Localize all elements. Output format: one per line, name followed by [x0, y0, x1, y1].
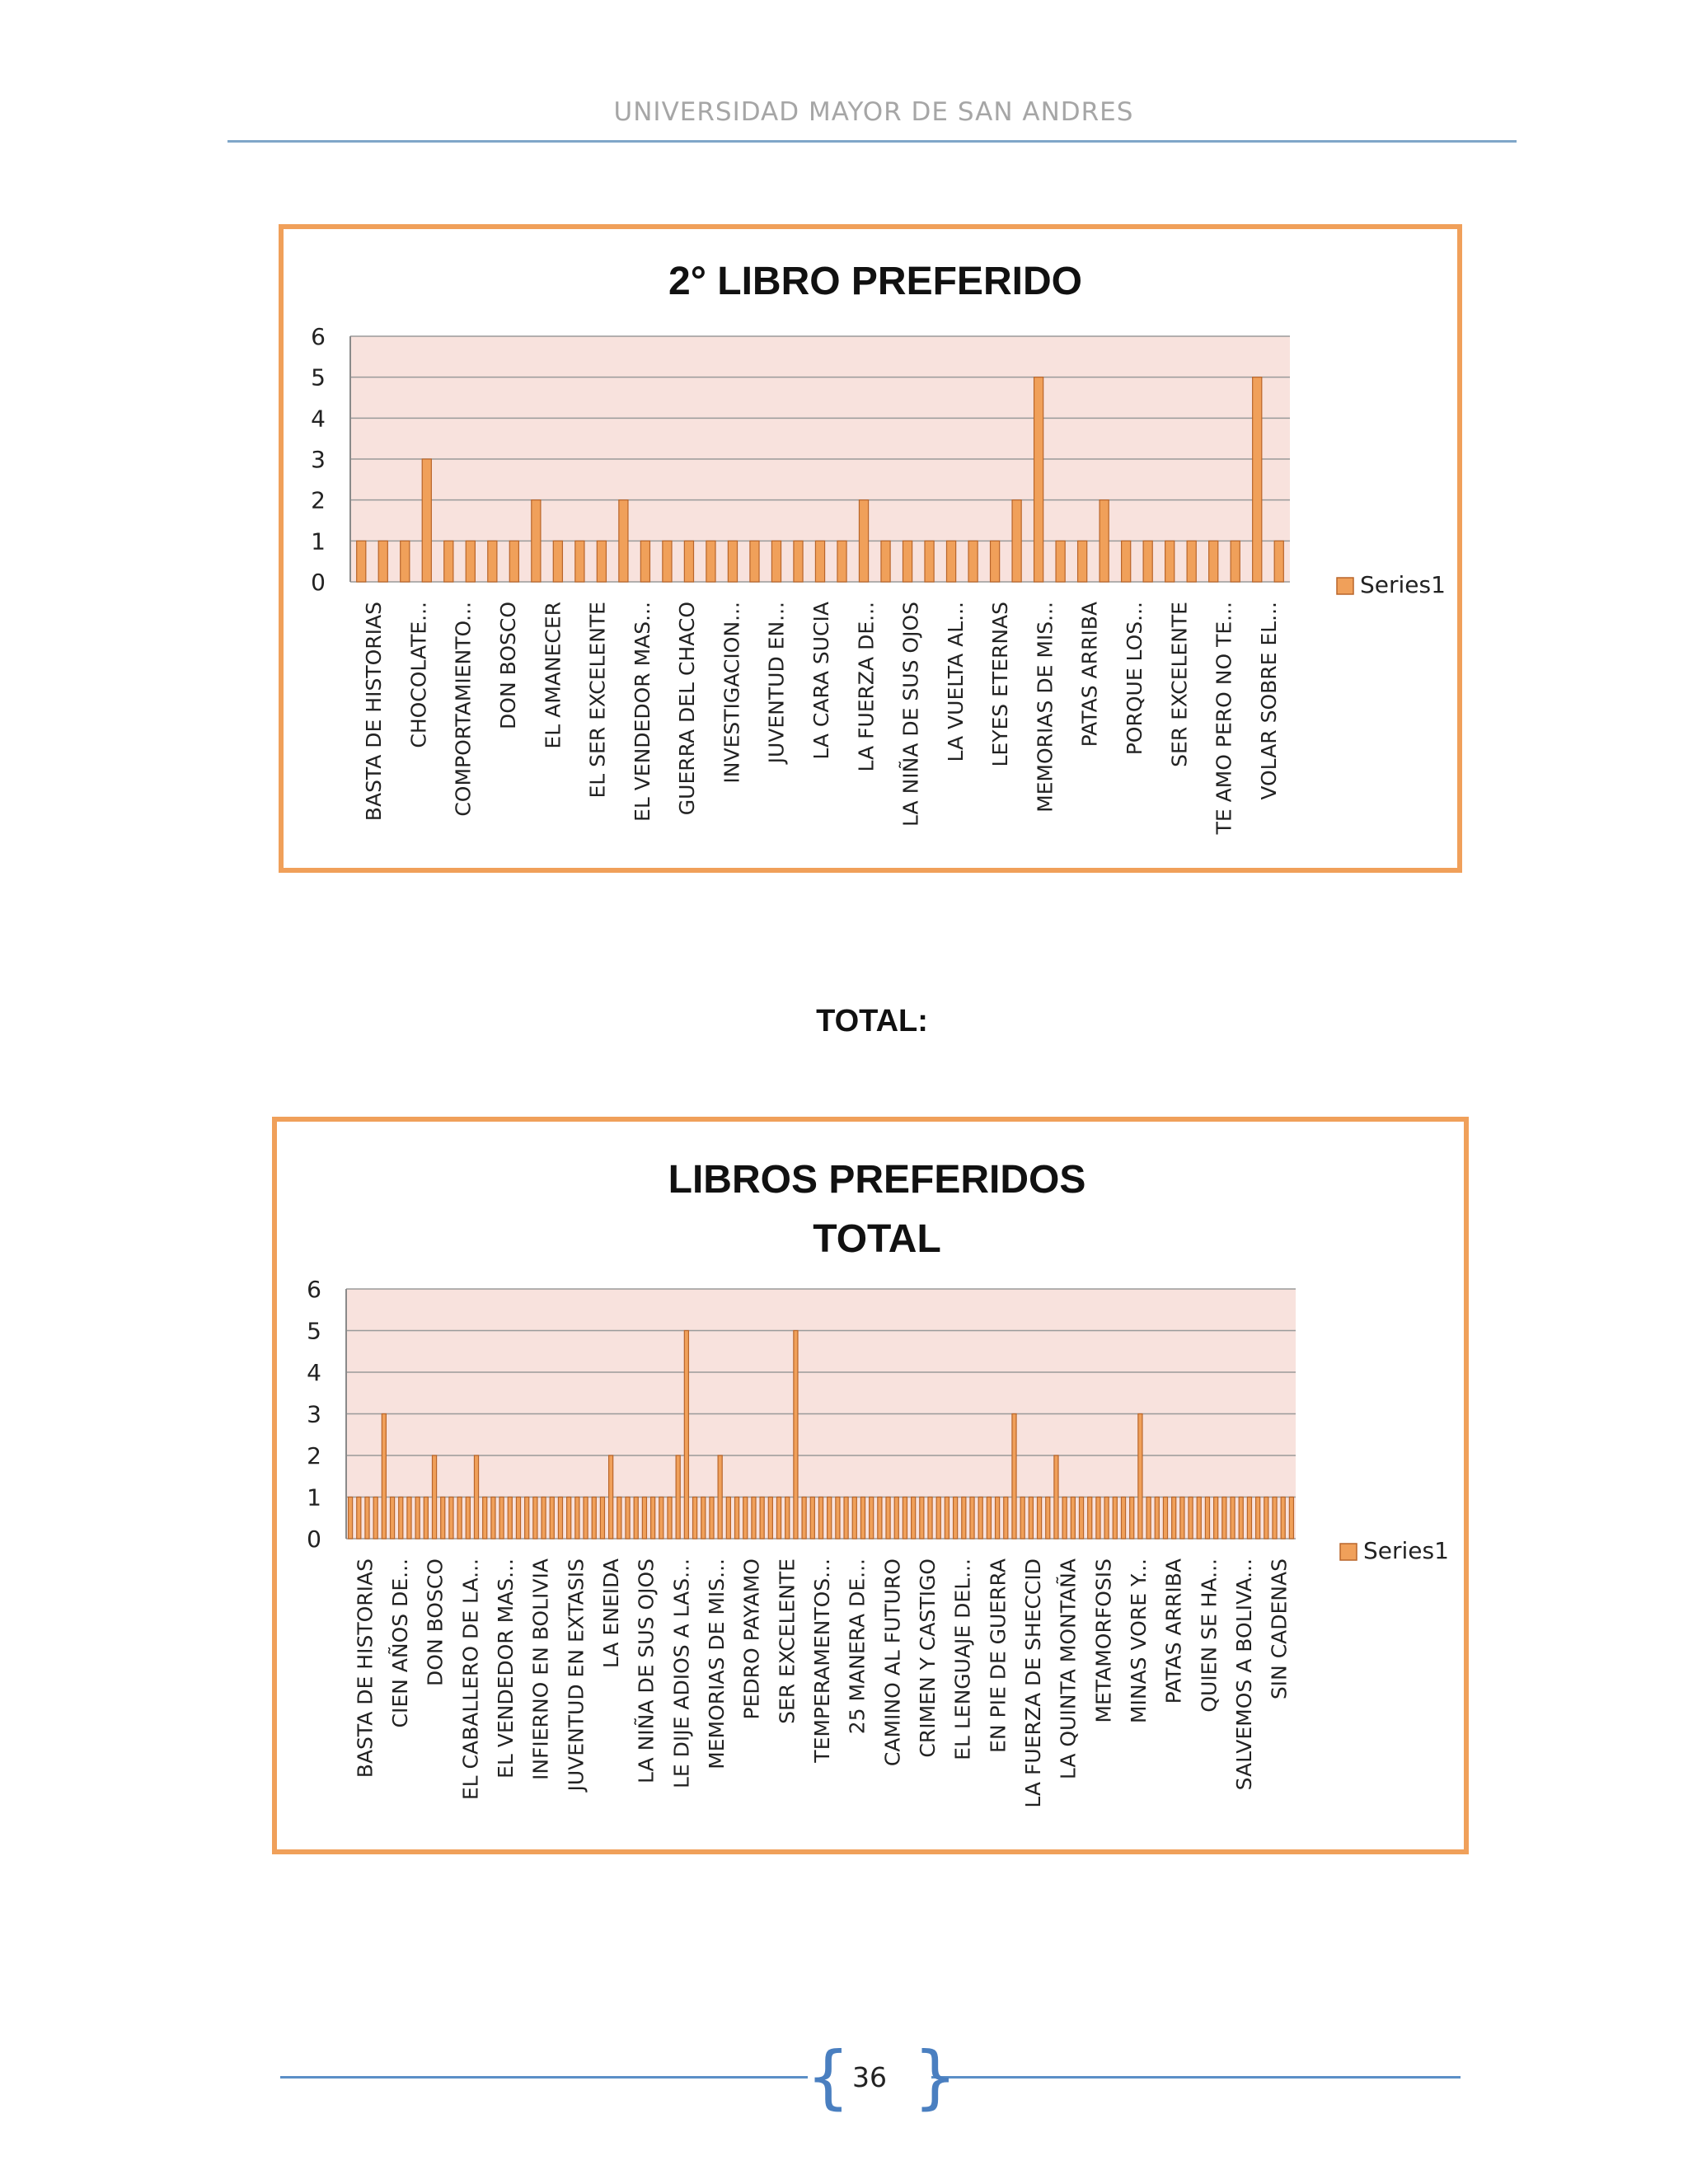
bar: [619, 500, 628, 582]
bar: [533, 1497, 537, 1540]
bar: [768, 1497, 772, 1540]
bar: [1289, 1497, 1293, 1540]
y-tick-label: 6: [307, 1276, 321, 1303]
bar: [1104, 1497, 1109, 1540]
footer-rule-left: [280, 2076, 808, 2079]
bar: [1100, 500, 1109, 582]
bar: [1281, 1497, 1285, 1540]
bar: [810, 1497, 814, 1540]
bar: [1121, 1497, 1125, 1540]
bar: [1138, 1414, 1142, 1540]
bar: [1034, 377, 1043, 582]
category-tick-label: COMPORTAMIENTO...: [451, 602, 476, 817]
category-tick-label: CHOCOLATE...: [406, 602, 431, 748]
bar: [640, 541, 649, 582]
bar: [750, 541, 759, 582]
category-tick-label: BASTA DE HISTORIAS: [353, 1558, 377, 1779]
bar: [1155, 1497, 1159, 1540]
bar: [837, 541, 846, 582]
bar: [668, 1497, 672, 1540]
bar: [962, 1497, 966, 1540]
bar: [1273, 1497, 1277, 1540]
bar: [886, 1497, 890, 1540]
category-tick-label: TE AMO PERO NO TE...: [1212, 602, 1236, 835]
y-tick-label: 4: [311, 405, 326, 433]
category-tick-label: PORQUE LOS...: [1123, 602, 1146, 756]
bar: [970, 1497, 974, 1540]
bar: [996, 1497, 1000, 1540]
bar: [706, 541, 715, 582]
bar: [1172, 1497, 1176, 1540]
bar: [701, 1497, 706, 1540]
bar: [592, 1497, 596, 1540]
category-tick-label: METAMORFOSIS: [1091, 1558, 1116, 1723]
bar: [752, 1497, 756, 1540]
bar: [776, 1497, 781, 1540]
bar: [1231, 541, 1240, 582]
bar: [1197, 1497, 1201, 1540]
bar: [718, 1455, 722, 1539]
bar: [532, 500, 541, 582]
bar: [441, 1497, 445, 1540]
bar: [987, 1497, 991, 1540]
category-tick-label: LA FUERZA DE...: [854, 602, 879, 772]
category-tick-label: INVESTIGACION...: [720, 602, 744, 784]
bar: [954, 1497, 958, 1540]
bar: [794, 541, 803, 582]
bar: [802, 1497, 806, 1540]
bar: [349, 1497, 353, 1540]
bar: [597, 541, 606, 582]
category-tick-label: DON BOSCO: [423, 1558, 448, 1686]
bar: [474, 1455, 478, 1539]
bar: [903, 1497, 907, 1540]
category-tick-label: CAMINO AL FUTURO: [880, 1558, 905, 1767]
bar: [1071, 1497, 1075, 1540]
bar: [852, 1497, 856, 1540]
legend-label: Series1: [1360, 571, 1446, 598]
bar: [373, 1497, 377, 1540]
bar: [818, 1497, 823, 1540]
bar: [444, 541, 453, 582]
bar: [1056, 541, 1065, 582]
chart-second-favorite-book: [279, 224, 1462, 873]
bar: [491, 1497, 495, 1540]
bar: [903, 541, 912, 582]
y-tick-label: 0: [311, 569, 326, 596]
bar: [1214, 1497, 1218, 1540]
legend-label: Series1: [1363, 1537, 1449, 1564]
bar: [483, 1497, 487, 1540]
bar: [432, 1455, 436, 1539]
bar: [968, 541, 978, 582]
bar: [407, 1497, 411, 1540]
bar: [894, 1497, 898, 1540]
bar: [378, 541, 387, 582]
legend-swatch: [1337, 578, 1353, 594]
category-tick-label: MINAS VORE Y...: [1127, 1558, 1151, 1724]
bar: [881, 541, 890, 582]
y-tick-label: 0: [307, 1526, 321, 1553]
bar: [617, 1497, 621, 1540]
bar: [1247, 1497, 1251, 1540]
category-tick-label: LEYES ETERNAS: [988, 601, 1013, 767]
bar: [836, 1497, 840, 1540]
bar: [424, 1497, 428, 1540]
bar: [1079, 1497, 1083, 1540]
y-tick-label: 5: [307, 1317, 321, 1345]
bar: [642, 1497, 646, 1540]
y-tick-label: 3: [311, 446, 326, 473]
category-tick-label: PEDRO PAYAMO: [739, 1558, 764, 1720]
category-tick-label: EL VENDEDOR MAS...: [630, 602, 654, 822]
bar: [1205, 1497, 1209, 1540]
bar: [626, 1497, 630, 1540]
category-tick-label: BASTA DE HISTORIAS: [362, 602, 387, 822]
chart-title: 2° LIBRO PREFERIDO: [668, 260, 1082, 303]
category-tick-label: EL CABALLERO DE LA...: [458, 1558, 483, 1801]
bar: [516, 1497, 520, 1540]
category-tick-label: EL VENDEDOR MAS...: [494, 1558, 518, 1779]
bar: [1029, 1497, 1033, 1540]
bar: [525, 1497, 529, 1540]
category-tick-label: TEMPERAMENTOS...: [810, 1558, 834, 1763]
bar: [1274, 541, 1283, 582]
bar: [509, 541, 518, 582]
bar: [693, 1497, 697, 1540]
bar: [1165, 541, 1175, 582]
category-tick-label: LA QUINTA MONTAÑA: [1056, 1558, 1081, 1780]
category-tick-label: INFIERNO EN BOLIVIA: [528, 1558, 553, 1781]
category-tick-label: GUERRA DEL CHACO: [675, 602, 700, 816]
bar: [878, 1497, 882, 1540]
bar: [1163, 1497, 1167, 1540]
bar: [1113, 1497, 1117, 1540]
category-tick-label: LA CARA SUCIA: [809, 602, 833, 760]
bar: [550, 1497, 554, 1540]
y-tick-label: 6: [311, 323, 326, 350]
chart-title: LIBROS PREFERIDOS: [668, 1158, 1086, 1202]
bar: [735, 1497, 739, 1540]
bar: [785, 1497, 790, 1540]
category-tick-label: JUVENTUD EN EXTASIS: [564, 1558, 588, 1792]
category-tick-label: PATAS ARRIBA: [1077, 602, 1102, 748]
bar: [1180, 1497, 1184, 1540]
bar: [1187, 541, 1196, 582]
bar: [684, 541, 693, 582]
bar: [1146, 1497, 1151, 1540]
page-header: UNIVERSIDAD MAYOR DE SAN ANDRES: [613, 97, 1134, 127]
bar: [542, 1497, 546, 1540]
category-tick-label: LA ENEIDA: [599, 1558, 623, 1669]
bar: [743, 1497, 748, 1540]
bar: [928, 1497, 932, 1540]
right-brace-icon: }: [913, 2036, 958, 2117]
bar: [844, 1497, 848, 1540]
category-tick-label: SIN CADENAS: [1267, 1558, 1292, 1700]
bar: [1130, 1497, 1134, 1540]
bar: [422, 459, 431, 582]
bar: [815, 541, 824, 582]
bar: [1189, 1497, 1193, 1540]
bar: [794, 1331, 798, 1540]
bar: [991, 541, 1000, 582]
bar: [415, 1497, 420, 1540]
bar: [859, 500, 868, 582]
bar: [1046, 1497, 1050, 1540]
bar: [457, 1497, 462, 1540]
y-tick-label: 3: [307, 1400, 321, 1428]
bar: [508, 1497, 512, 1540]
bar: [1054, 1455, 1058, 1539]
category-tick-label: SER EXCELENTE: [775, 1558, 799, 1724]
bar: [726, 1497, 730, 1540]
bar: [978, 1497, 982, 1540]
y-tick-label: 2: [307, 1442, 321, 1469]
bar: [401, 541, 410, 582]
category-tick-label: SALVEMOS A BOLIVA...: [1232, 1558, 1256, 1791]
bar: [399, 1497, 403, 1540]
category-tick-label: LE DIJE ADIOS A LAS...: [669, 1558, 694, 1788]
bar: [1239, 1497, 1243, 1540]
bar: [728, 541, 737, 582]
bar: [1012, 1414, 1016, 1540]
y-tick-label: 5: [311, 363, 326, 391]
bar: [1012, 500, 1021, 582]
bar: [659, 1497, 663, 1540]
bar: [1096, 1497, 1100, 1540]
bar: [760, 1497, 764, 1540]
category-tick-label: LA VUELTA AL...: [943, 602, 968, 762]
y-tick-label: 2: [311, 486, 326, 514]
category-tick-label: DON BOSCO: [496, 602, 520, 729]
bar: [651, 1497, 655, 1540]
chart-title: TOTAL: [813, 1217, 941, 1261]
bar: [609, 1455, 613, 1539]
bar: [1004, 1497, 1008, 1540]
category-tick-label: 25 MANERA DE...: [845, 1558, 870, 1735]
bar: [357, 1497, 361, 1540]
category-tick-label: EL SER EXCELENTE: [585, 602, 610, 799]
chart-1-svg: [284, 229, 1457, 868]
bar: [600, 1497, 604, 1540]
bar: [499, 1497, 504, 1540]
y-tick-label: 1: [311, 527, 326, 555]
left-brace-icon: {: [806, 2036, 851, 2117]
bar: [584, 1497, 588, 1540]
category-tick-label: JUVENTUD EN...: [764, 602, 789, 764]
category-tick-label: LA NIÑA DE SUS OJOS: [898, 602, 923, 827]
bar: [676, 1455, 680, 1539]
chart-2-svg: [277, 1122, 1464, 1849]
bar: [357, 541, 366, 582]
bar: [575, 541, 584, 582]
category-tick-label: PATAS ARRIBA: [1161, 1558, 1186, 1704]
bar: [771, 541, 781, 582]
page-number: 36: [852, 2061, 887, 2093]
bar: [488, 541, 497, 582]
bar: [553, 541, 562, 582]
bar: [1253, 377, 1262, 582]
category-tick-label: EN PIE DE GUERRA: [986, 1558, 1010, 1753]
category-tick-label: MEMORIAS DE MIS...: [705, 1558, 729, 1769]
category-tick-label: LA NIÑA DE SUS OJOS: [634, 1558, 659, 1783]
bar: [365, 1497, 369, 1540]
bar: [575, 1497, 579, 1540]
bar: [947, 541, 956, 582]
category-tick-label: CRIMEN Y CASTIGO: [916, 1558, 940, 1758]
bar: [1264, 1497, 1268, 1540]
footer-rule-right: [931, 2076, 1461, 2079]
bar: [828, 1497, 832, 1540]
bar: [945, 1497, 949, 1540]
bar: [1020, 1497, 1025, 1540]
y-tick-label: 1: [307, 1483, 321, 1511]
header-rule: [227, 140, 1517, 143]
category-tick-label: SER EXCELENTE: [1167, 602, 1192, 767]
bar: [1256, 1497, 1260, 1540]
bar: [684, 1331, 688, 1540]
category-tick-label: CIEN AÑOS DE...: [388, 1558, 412, 1728]
bar: [634, 1497, 638, 1540]
bar: [920, 1497, 924, 1540]
bar: [466, 541, 475, 582]
bar: [567, 1497, 571, 1540]
bar: [1038, 1497, 1042, 1540]
bar: [466, 1497, 470, 1540]
legend-swatch: [1340, 1544, 1357, 1560]
bar: [382, 1414, 386, 1540]
category-tick-label: QUIEN SE HA...: [1197, 1558, 1221, 1713]
bar: [870, 1497, 874, 1540]
total-label: TOTAL:: [816, 1004, 928, 1038]
bar: [449, 1497, 453, 1540]
bar: [1062, 1497, 1067, 1540]
category-tick-label: EL LENGUAJE DEL...: [950, 1558, 975, 1760]
bar: [1231, 1497, 1235, 1540]
bar: [663, 541, 672, 582]
bar: [1222, 1497, 1226, 1540]
bar: [912, 1497, 916, 1540]
bar: [925, 541, 934, 582]
category-tick-label: VOLAR SOBRE EL...: [1256, 602, 1281, 800]
bar: [558, 1497, 562, 1540]
bar: [860, 1497, 865, 1540]
bar: [1078, 541, 1087, 582]
bar: [1143, 541, 1152, 582]
category-tick-label: MEMORIAS DE MIS...: [1033, 602, 1057, 813]
bar: [936, 1497, 940, 1540]
category-tick-label: EL AMANECER: [541, 602, 565, 749]
chart-favorite-books-total: [272, 1117, 1469, 1854]
y-tick-label: 4: [307, 1359, 321, 1386]
bar: [1088, 1497, 1092, 1540]
bar: [710, 1497, 714, 1540]
bar: [1122, 541, 1131, 582]
bar: [391, 1497, 395, 1540]
bar: [1209, 541, 1218, 582]
category-tick-label: LA FUERZA DE SHECCID: [1021, 1558, 1045, 1808]
